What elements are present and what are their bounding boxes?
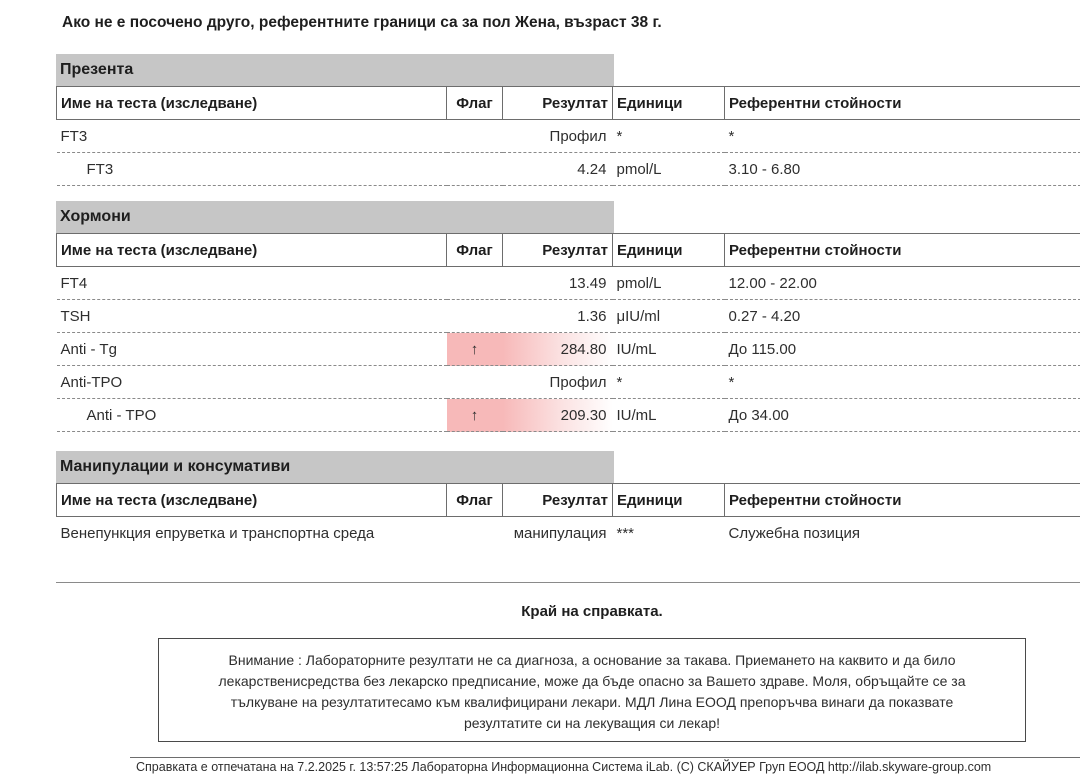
footer-divider — [130, 757, 1080, 758]
test-result: 284.80 — [503, 333, 613, 366]
col-header-units: Единици — [613, 234, 725, 267]
col-header-reference: Референтни стойности — [725, 234, 1080, 267]
section-hormones — [56, 201, 1080, 432]
divider — [56, 582, 1080, 583]
disclaimer-line: тълкуване на резултатитесамо към квалифицирани лекари. МДЛ Лина ЕООД препоръчва винаги да показвате — [230, 694, 954, 710]
test-reference: Служебна позиция — [728, 524, 860, 542]
col-header-result: Резултат — [503, 484, 613, 517]
test-name: Anti - Tg — [57, 333, 447, 366]
col-header-flag: Флаг — [447, 484, 503, 517]
col-header-reference: Референтни стойности — [725, 87, 1080, 120]
test-units: μIU/ml — [613, 300, 725, 333]
test-reference: 0.27 - 4.20 — [725, 300, 1080, 333]
disclaimer-line: Внимание : Лабораторните резултати не са диагноза, а основание за такава. Приемането на каквито и да било — [228, 652, 956, 668]
col-header-units: Единици — [613, 484, 725, 517]
section-title: Хормони — [56, 201, 614, 233]
table-row — [57, 333, 1080, 366]
test-reference: * — [725, 366, 1080, 399]
table-row — [57, 366, 1080, 399]
col-header-result: Резултат — [503, 234, 613, 267]
col-header-name: Име на теста (изследване) — [57, 234, 447, 267]
test-reference: 3.10 - 6.80 — [725, 153, 1080, 186]
test-result: Профил — [503, 366, 613, 399]
reference-note: Ако не е посочено друго, референтните граници са за пол Жена, възраст 38 г. — [62, 14, 662, 31]
test-flag — [447, 153, 503, 186]
table-row — [57, 300, 1080, 333]
table-row — [57, 517, 1080, 550]
test-flag — [447, 517, 503, 550]
test-result: Профил — [503, 120, 613, 153]
test-result: 13.49 — [503, 267, 613, 300]
high-flag-arrow: ↑ — [447, 399, 503, 432]
results-table — [56, 483, 1080, 550]
test-reference: * — [725, 120, 1080, 153]
disclaimer-line: резултатите си на лекуващия си лекар! — [463, 715, 721, 731]
table-row — [57, 267, 1080, 300]
print-footer: Справката е отпечатана на 7.2.2025 г. 13:57:25 Лабораторна Информационна Система iLab. (C) СКАЙУЕР Груп ЕООД http://ilab.skyware-group.com — [136, 760, 992, 774]
col-header-name: Име на теста (изследване) — [57, 484, 447, 517]
results-table — [56, 233, 1080, 432]
high-flag-arrow: ↑ — [447, 333, 503, 366]
test-units: pmol/L — [613, 153, 725, 186]
test-result: манипулация — [513, 524, 607, 542]
test-units: pmol/L — [613, 267, 725, 300]
col-header-name: Име на теста (изследване) — [57, 87, 447, 120]
test-result: 209.30 — [503, 399, 613, 432]
test-reference: До 115.00 — [725, 333, 1080, 366]
section-presenta — [56, 54, 1080, 186]
table-header-row — [57, 234, 1080, 267]
test-name: FT3 — [57, 153, 447, 186]
section-title: Манипулации и консумативи — [56, 451, 614, 483]
table-row — [57, 399, 1080, 432]
results-table — [56, 86, 1080, 186]
test-result: 1.36 — [503, 300, 613, 333]
test-name: Anti - TPO — [57, 399, 447, 432]
end-of-report: Край на справката. — [521, 603, 663, 620]
disclaimer-line: лекарственисредства без лекарско предписание, може да бъде опасно за Вашето здраве. Моля, обръщайте се за — [218, 673, 966, 689]
test-result: 4.24 — [503, 153, 613, 186]
test-name: Anti-TPO — [57, 366, 447, 399]
col-header-flag: Флаг — [447, 87, 503, 120]
table-header-row — [57, 87, 1080, 120]
col-header-flag: Флаг — [447, 234, 503, 267]
section-title: Презента — [56, 54, 614, 86]
col-header-reference: Референтни стойности — [725, 484, 1080, 517]
test-flag — [447, 366, 503, 399]
col-header-result: Резултат — [503, 87, 613, 120]
test-units: *** — [616, 524, 635, 542]
test-name: FT3 — [57, 120, 447, 153]
table-row — [57, 153, 1080, 186]
test-name: TSH — [57, 300, 447, 333]
table-row — [57, 120, 1080, 153]
test-reference: До 34.00 — [725, 399, 1080, 432]
test-flag — [447, 267, 503, 300]
test-units: IU/mL — [613, 399, 725, 432]
table-header-row — [57, 484, 1080, 517]
test-name: FT4 — [57, 267, 447, 300]
test-name: Венепункция епруветка и транспортна среда — [60, 524, 375, 542]
col-header-units: Единици — [613, 87, 725, 120]
test-flag — [447, 300, 503, 333]
section-manipulations — [56, 451, 1080, 550]
test-units: * — [613, 366, 725, 399]
test-units: * — [613, 120, 725, 153]
test-units: IU/mL — [613, 333, 725, 366]
test-reference: 12.00 - 22.00 — [725, 267, 1080, 300]
disclaimer-box — [158, 638, 1026, 742]
test-flag — [447, 120, 503, 153]
